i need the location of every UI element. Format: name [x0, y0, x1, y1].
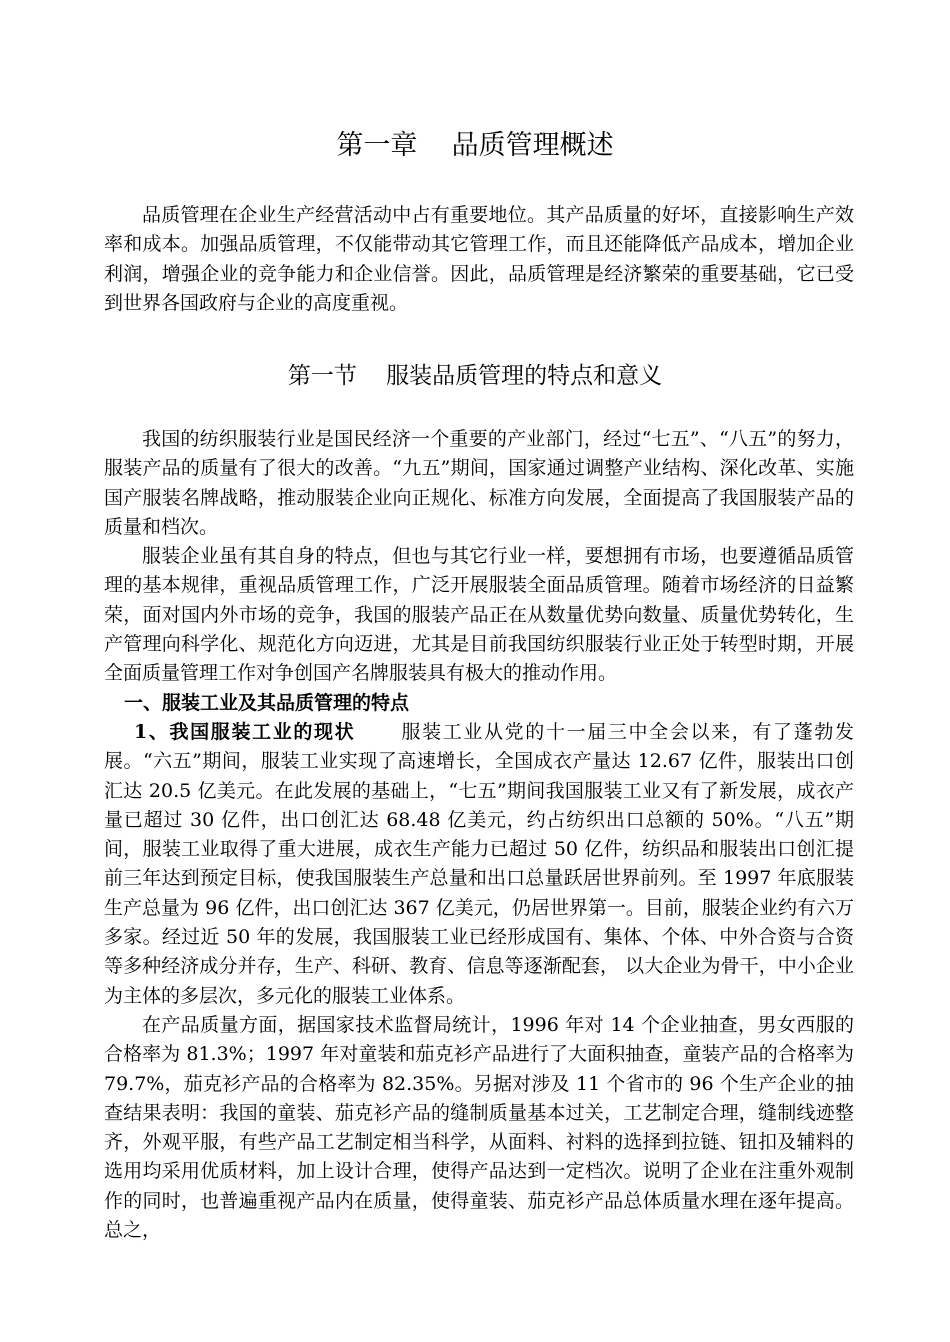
item-1-paragraph — [104, 718, 854, 1011]
item-1-text: 服装工业从党的十一届三中全会以来，有了蓬勃发展。“六五”期间，服装工业实现了高速增长，全国成衣产量达 12.67 亿件，服装出口创汇达 20.5 亿美元。在此发展的基础上，“七五”期间我国服装工业又有了新发展，成衣产量已超过 30 亿件，出口创汇达 68.48 亿美元，约占纺织出口总额的 50%。“八五”期间，服装工业取得了重大进展，成衣生产能力已超过 50 亿件，纺织品和服装出口创汇提前三年达到预定目标，使我国服装生产总量和出口总量跃居世界前列。至 1997 年底服装生产总量为 96 亿件，出口创汇达 367 亿美元，仍居世界第一。目前，服装企业约有六万多家。经过近 50 年的发展，我国服装工业已经形成国有、集体、个体、中外合资与合资等多种经济成分并存，生产、科研、教育、信息等逐渐配套， 以大企业为骨干，中小企业为主体的多层次，多元化的服装工业体系。 — [104, 720, 854, 1007]
chapter-title: 第一章 品质管理概述 — [336, 130, 614, 161]
chapter-intro-paragraph: 品质管理在企业生产经营活动中占有重要地位。其产品质量的好坏，直接影响生产效率和成本。加强品质管理，不仅能带动其它管理工作，而且还能降低产品成本，增加企业利润，增强企业的竞争能力和企业信誉。因此，品质管理是经济繁荣的重要基础，它已受到世界各国政府与企业的高度重视。 — [104, 204, 854, 314]
body-paragraph-2: 服装企业虽有其自身的特点，但也与其它行业一样，要想拥有市场，也要遵循品质管理的基本规律，重视品质管理工作，广泛开展服装全面品质管理。随着市场经济的日益繁荣，面对国内外市场的竞争，我国的服装产品正在从数量优势向数量、质量优势转化，生产管理向科学化、规范化方向迈进，尤其是目前我国纺织服装行业正处于转型时期，开展全面质量管理工作对争创国产名牌服装具有极大的推动作用。 — [104, 545, 854, 685]
section-body — [104, 425, 854, 1245]
body-paragraph-1: 我国的纺织服装行业是国民经济一个重要的产业部门，经过“七五”、“八五”的努力，服装产品的质量有了很大的改善。“九五”期间，国家通过调整产业结构、深化改革、实施国产服装名牌战略，推动服装企业向正规化、标准方向发展，全面提高了我国服装产品的质量和档次。 — [104, 428, 854, 538]
section-title: 第一节 服装品质管理的特点和意义 — [287, 363, 663, 389]
body-paragraph-3: 在产品质量方面，据国家技术监督局统计，1996 年对 14 个企业抽查，男女西服的合格率为 81.3%；1997 年对童装和茄克衫产品进行了大面积抽查，童装产品的合格率为 79.7%，茄克衫产品的合格率为 82.35%。另据对涉及 11 个省市的 96 个生产企业的抽查结果表明：我国的童装、茄克衫产品的缝制质量基本过关，工艺制定合理，缝制线迹整齐，外观平服，有些产品工艺制定相当科学，从面料、衬料的选择到拉链、钮扣及辅料的选用均采用优质材料，加上设计合理，使得产品达到一定档次。说明了企业在注重外观制作的同时，也普遍重视产品内在质量，使得童装、茄克衫产品总体质量水理在逐年提高。总之， — [104, 1013, 854, 1242]
subsection-heading: 一、服装工业及其品质管理的特点 — [124, 691, 410, 714]
item-1-label: 1、我国服装工业的现状 — [134, 720, 356, 743]
chapter-intro-block — [104, 201, 854, 318]
